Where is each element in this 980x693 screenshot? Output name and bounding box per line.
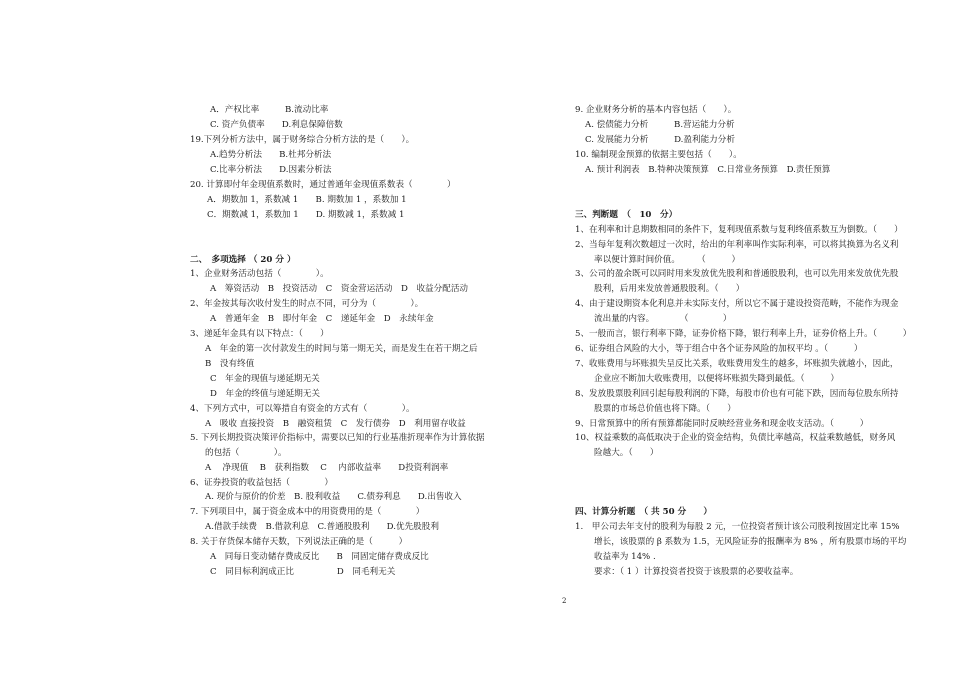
text-line: 9. 企业财务分析的基本内容包括（ ）。	[575, 105, 737, 115]
text-line: 1、在利率和计息期数相同的条件下，复利现值系数与复利终值系数互为倒数。（ ）	[575, 225, 903, 235]
text-line: C. 资产负债率 D.利息保障倍数	[210, 120, 343, 130]
text-line: A．产权比率 B.流动比率	[210, 105, 329, 115]
text-line: A. 现价与原价的价差 B. 股利收益 C.债券利息 D.出售收入	[205, 492, 462, 502]
text-line: 9、日常预算中的所有预算都能同时反映经营业务和现金收支活动。（ ）	[575, 419, 869, 429]
text-line: B 没有终值	[205, 359, 255, 369]
text-line: 1. 甲公司去年支付的股利为每股 2 元，一位投资者预计该公司股利按固定比率 15%	[575, 522, 900, 532]
text-line: 增长，该股票的 β 系数为 1.5，无风险证券的报酬率为 8% ，所有股票市场的平均	[594, 537, 907, 547]
text-line: 6、证券投资的收益包括（ ）	[190, 478, 333, 488]
text-line: A.趋势分析法 B.杜邦分析法	[210, 150, 332, 160]
text-line: A 吸收 直接投资 B 融资租赁 C 发行债券 D 利用留存收益	[205, 419, 466, 429]
text-line: 20. 计算即付年金现值系数时，通过普通年金现值系数表（ ）	[190, 180, 456, 190]
text-line: 6、证券组合风险的大小，等于组合中各个证券风险的加权平均 。（ ）	[575, 344, 863, 354]
text-line: 3、公司的盈余既可以同时用来发放优先股利和普通股股利，也可以先用来发放优先股	[575, 269, 899, 279]
text-line: 率以便计算时间价值。 （ ）	[594, 255, 741, 265]
text-line: C 同目标利润成正比 D 同毛利无关	[210, 567, 396, 577]
text-line: C．期数减 1，系数加 1 D. 期数减 1，系数减 1	[207, 210, 405, 220]
text-line: 的包括（ ）。	[205, 448, 287, 458]
text-line: 10、权益乘数的高低取决于企业的资金结构，负债比率越高，权益乘数越低，财务风	[575, 433, 896, 443]
text-line: 5. 下列长期投资决策评价指标中，需要以已知的行业基准折现率作为计算依据	[190, 433, 485, 443]
text-line: 10. 编制现金预算的依据主要包括（ ）。	[575, 150, 742, 160]
text-line: A.借款手续费 B.借款利息 C.普通股股利 D.优先股股利	[205, 522, 439, 532]
text-line: 股票的市场总价值也将下降。（ ）	[594, 404, 736, 414]
text-line: A. 预计利润表 B.特种决策预算 C.日常业务预算 D.责任预算	[585, 165, 831, 175]
text-line: 4、由于建设期资本化利息并未实际支付，所以它不属于建设投资范畴，不能作为现金	[575, 299, 899, 309]
text-line: 企业应不断加大收账费用，以便将坏账损失降到最低。（ ）	[594, 374, 839, 384]
text-line: A. 偿债能力分析 B.营运能力分析	[585, 120, 735, 130]
section-heading: 二、 多项选择 （ 20 分 ）	[190, 255, 296, 265]
text-line: 险越大。（ ）	[594, 448, 659, 458]
text-line: 1、企业财务活动包括（ ）。	[190, 269, 329, 279]
text-line: 股利，后用来发放普通股股利。（ ）	[594, 284, 745, 294]
section-heading: 四、计算分析题 （ 共 50 分 ）	[575, 507, 712, 517]
section-heading: 三、判断题 （ 10 分）	[575, 210, 678, 220]
text-line: 4、下列方式中，可以筹措自有资金的方式有（ ）。	[190, 404, 415, 414]
text-line: 8. 关于存货保本储存天数，下列说法正确的是（ ）	[190, 537, 408, 547]
text-line: 19.下列分析方法中，属于财务综合分析方法的是（ ）。	[190, 135, 415, 145]
text-line: D 年金的终值与递延期无关	[210, 389, 321, 399]
text-line: A 普通年金 B 即付年金 C 递延年金 D 永续年金	[210, 314, 434, 324]
text-line: 流出量的内容。 （ ）	[594, 314, 732, 324]
text-line: C.比率分析法 D.因素分析法	[210, 165, 332, 175]
text-line: C 年金的现值与递延期无关	[210, 374, 320, 384]
text-line: 2、年金按其每次收付发生的时点不同，可分为（ ）。	[190, 299, 424, 309]
text-line: A．期数加 1，系数减 1 B. 期数加 1 ，系数加 1	[207, 195, 407, 205]
text-line: A 净现值 B 获利指数 C 内部收益率 D投资利润率	[205, 463, 449, 473]
text-line: A 年金的第一次付款发生的时间与第一期无关，而是发生在若干期之后	[205, 344, 478, 354]
text-line: 收益率为 14% .	[594, 552, 656, 562]
text-line: 要求：（ 1 ）计算投资者投资于该股票的必要收益率。	[594, 567, 799, 577]
page-number: 2	[562, 597, 567, 605]
text-line: A 筹资活动 B 投资活动 C 资金营运活动 D 收益分配活动	[210, 284, 469, 294]
text-line: 2、当每年复利次数超过一次时，给出的年利率叫作实际利率，可以将其换算为名义利	[575, 240, 899, 250]
text-line: C. 发展能力分析 D.盈利能力分析	[585, 135, 735, 145]
text-line: 3、递延年金具有以下特点：（ ）	[190, 329, 329, 339]
text-line: 7、收账费用与坏账损失呈反比关系，收账费用发生的越多，坏账损失就越小，因此，	[575, 359, 899, 369]
text-line: 5、一般而言，银行利率下降，证券价格下降，银行利率上升，证券价格上升。（ ）	[575, 329, 912, 339]
text-line: 7. 下列项目中，属于资金成本中的用资费用的是（ ）	[190, 507, 425, 517]
text-line: 8、发放股票股利回引起每股利润的下降，每股市价也有可能下跌，因而每位股东所持	[575, 389, 899, 399]
text-line: A 同每日变动储存费成反比 B 同固定储存费成反比	[210, 552, 429, 562]
